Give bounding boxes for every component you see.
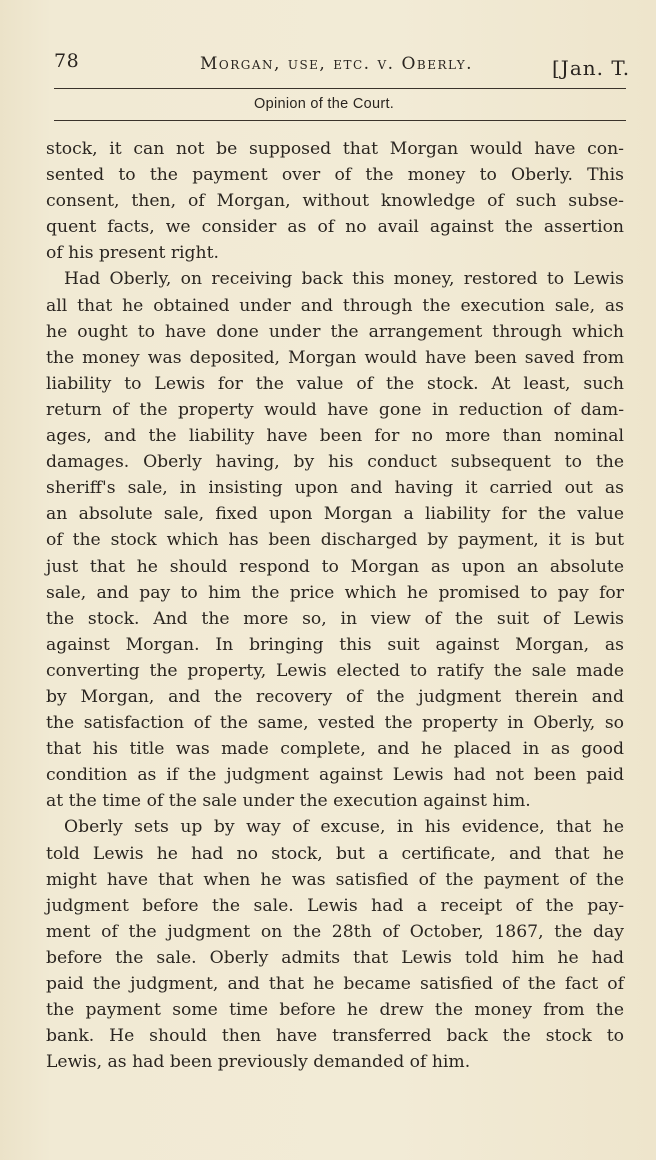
text-line: the stock. And the more so, in view of the suit of Lewis: [46, 608, 624, 629]
text-line: ages, and the liability have been for no more than nominal: [46, 426, 624, 447]
text-line: damages. Oberly having, by his conduct subsequent to the: [46, 452, 624, 473]
text-line: paid the judgment, and that he became satisfied of the fact of: [46, 974, 624, 994]
body-text: [46, 136, 624, 1075]
text-line: bank. He should then have transferred back the stock to: [46, 1026, 624, 1047]
text-line: against Morgan. In bringing this suit against Morgan, as: [46, 634, 624, 655]
term-label: [Jan. T.: [552, 56, 631, 80]
section-title: Opinion of the Court.: [254, 96, 395, 112]
text-line: before the sale. Oberly admits that Lewis told him he had: [46, 947, 624, 968]
text-line: judgment before the sale. Lewis had a receipt of the pay-: [46, 895, 624, 916]
text-line: return of the property would have gone in reduction of dam-: [46, 399, 624, 420]
text-line: all that he obtained under and through the execution sale, as: [46, 295, 624, 316]
text-line: at the time of the sale under the execution against him.: [46, 791, 531, 812]
text-line: condition as if the judgment against Lewis had not been paid: [46, 765, 624, 786]
text-line: sheriff's sale, in insisting upon and having it carried out as: [46, 478, 624, 499]
header-rule-top: [54, 88, 626, 89]
text-line: he ought to have done under the arrangement through which: [46, 321, 624, 342]
running-title: Morgan, use, etc. v. Oberly.: [200, 54, 474, 74]
text-line: might have that when he was satisfied of the payment of the: [46, 869, 624, 890]
text-line: by Morgan, and the recovery of the judgment therein and: [46, 686, 624, 707]
page-number: 78: [54, 50, 80, 72]
text-line: told Lewis he had no stock, but a certificate, and that he: [46, 843, 624, 864]
text-line: Lewis, as had been previously demanded of him.: [46, 1052, 471, 1073]
text-line: the satisfaction of the same, vested the property in Oberly, so: [46, 713, 624, 734]
text-line: of the stock which has been discharged by payment, it is but: [46, 530, 624, 551]
text-line: consent, then, of Morgan, without knowledge of such subse-: [46, 191, 624, 212]
page-header: [54, 50, 634, 86]
text-line: Oberly sets up by way of excuse, in his evidence, that he: [64, 817, 624, 838]
text-line: stock, it can not be supposed that Morgan would have con-: [46, 139, 624, 159]
text-line: sented to the payment over of the money to Oberly. This: [46, 165, 624, 186]
text-line: the payment some time before he drew the money from the: [46, 1000, 624, 1021]
text-line: ment of the judgment on the 28th of October, 1867, the day: [46, 921, 624, 942]
text-line: just that he should respond to Morgan as upon an absolute: [46, 556, 624, 577]
text-line: Had Oberly, on receiving back this money, restored to Lewis: [64, 269, 624, 290]
text-line: converting the property, Lewis elected to ratify the sale made: [46, 660, 624, 681]
header-rule-bottom: [54, 120, 626, 121]
text-line: that his title was made complete, and he placed in as good: [46, 739, 624, 760]
text-line: an absolute sale, fixed upon Morgan a liability for the value: [46, 504, 624, 525]
text-line: of his present right.: [46, 243, 219, 264]
text-line: the money was deposited, Morgan would have been saved from: [46, 347, 624, 368]
text-line: quent facts, we consider as of no avail against the assertion: [46, 217, 624, 238]
text-line: liability to Lewis for the value of the stock. At least, such: [46, 373, 624, 394]
text-line: sale, and pay to him the price which he promised to pay for: [46, 582, 624, 603]
